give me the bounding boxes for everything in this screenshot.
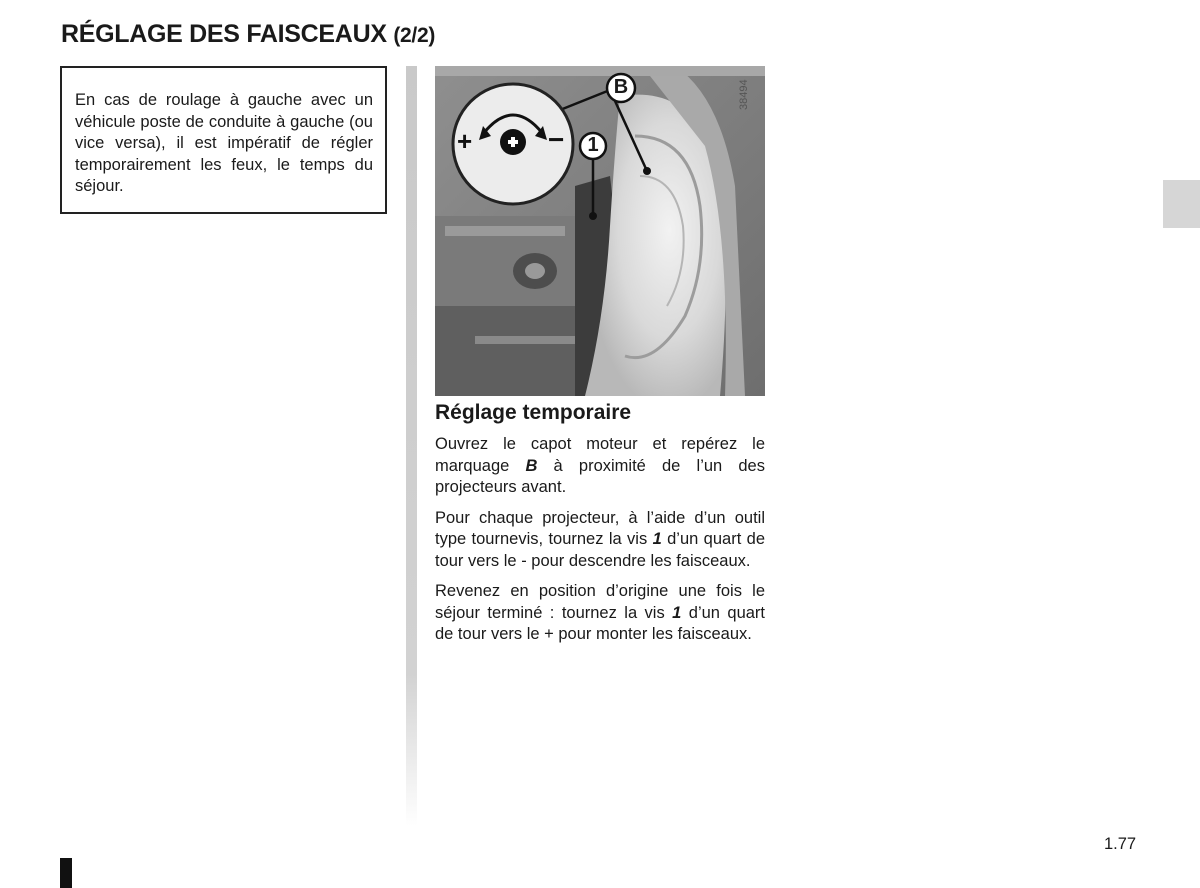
figure-reference-number: 38494 bbox=[738, 79, 750, 110]
section-heading: Réglage temporaire bbox=[435, 401, 632, 424]
warning-note-text: En cas de roulage à gauche avec un véhicule poste de conduite à gauche (ou vice versa), il est impératif de régler temporairement les feux, le temps du séjour. bbox=[75, 91, 373, 195]
column-divider bbox=[406, 66, 417, 826]
page-title bbox=[61, 20, 435, 49]
chapter-tab bbox=[1163, 180, 1200, 228]
warning-note-box bbox=[60, 66, 387, 214]
plus-symbol: + bbox=[457, 126, 473, 156]
paragraph-2: Pour chaque projecteur, à l’aide d’un outil type tournevis, tournez la vis 1 d’un quart de tour vers le - pour descendre les faisceaux. bbox=[435, 508, 766, 570]
headlight-illustration bbox=[435, 66, 765, 396]
callout-1-label: 1 bbox=[587, 134, 599, 156]
corner-mark bbox=[60, 858, 72, 888]
paragraph-1: Ouvrez le capot moteur et repérez le marquage B à proximité de l’un des projecteurs avant. bbox=[435, 435, 765, 496]
minus-symbol: − bbox=[548, 124, 565, 155]
page-title-part: (2/2) bbox=[393, 24, 436, 47]
paragraph-3: Revenez en position d’origine une fois le séjour terminé : tournez la vis 1 d’un quart de tour vers le + pour monter les faisceaux. bbox=[435, 582, 765, 643]
page-title-main: RÉGLAGE DES FAISCEAUX bbox=[61, 20, 387, 48]
callout-b-label: B bbox=[613, 76, 629, 98]
page-number: 1.77 bbox=[1104, 835, 1137, 853]
section-body bbox=[435, 434, 765, 655]
